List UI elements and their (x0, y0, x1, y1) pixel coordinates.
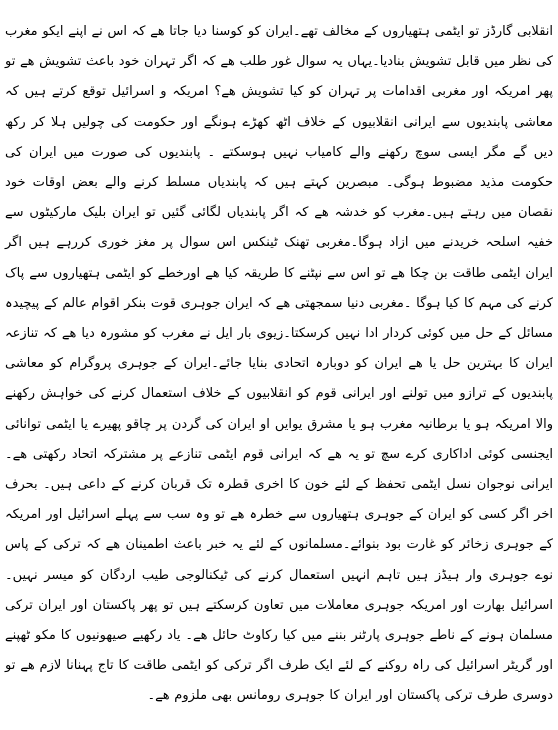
article-body-text: انقلابی گارڈز تو ایٹمی ہتھیاروں کے مخالف تھے۔ایران کو کوسنا دیا جاتا ھے کہ اس نے اپنے ایکو مغرب کی نظر میں قابل تشویش بنادیا۔یہاں یہ سوال غور طلب ھے کہ اگر تہران خود باعث تشویش ھے تو پھر امریکہ اور مغربی اقدامات پر تہران کو کیا تشویش ھے؟ امریکہ و اسرائیل توقع کرتے ہیں کہ معاشی پابندیوں سے ایرانی انقلابیوں کے خلاف اٹھ کھڑے ہونگے اور حکومت کی چولیں ہلا کر رکھ دیں گے مگر ایسی سوچ رکھنے والے کامیاب نہیں ہوسکتے ۔ پابندیوں کی صورت میں ایران کی حکومت مذید مضبوط ہوگی۔ مبصرین کہتے ہیں کہ پابندیاں مسلط کرنے والے بعض اوقات خود نقصان میں رہتے ہیں۔مغرب کو خدشہ ھے کہ اگر پابندیاں لگائی گئیں تو ایران بلیک مارکیٹوں سے خفیہ اسلحہ خریدنے میں ازاد ہوگا۔مغربی تھنک ٹینکس اس سوال پر مغز خوری کررہے ہیں اگر ایران ایٹمی طاقت بن چکا ھے تو اس سے نپٹنے کا طریقہ کیا ھے اورخطے کو ایٹمی ہتھیاروں سے پاک کرنے کی مہم کا کیا ہوگا ۔مغربی دنیا سمجھتی ھے کہ ایران جوہری قوت بنکر اقوام عالم کے پیچیدہ مسائل کے حل میں کوئی کردار ادا نہیں کرسکتا۔زیوی بار ایل نے مغرب کو مشورہ دیا ھے کہ تنازعہ ایران کا بہترین حل یا ھے ایران کو دوبارہ اتحادی بنایا جائے۔ایران کے جوہری پروگرام کو معاشی پابندیوں کے ترازو میں تولنے اور ایرانی قوم کو انقلابیوں کے خلاف استعمال کرنے کی خواہش رکھنے والا امریکہ ہو یا برطانیہ مغرب ہو یا مشرق یوایں او ایران کی گردن پر چاقو پھیرے یا ایٹمی توانائی ایجنسی کوئی اداکاری کرے سچ تو یہ ھے کہ ایرانی قوم ایٹمی تنازعے پر مشترکہ اتحاد رکھتی ھے۔ ایرانی نوجوان نسل ایٹمی تحفظ کے لئے خون کا اخری قطرہ تک قربان کرنے کے داعی ہیں۔ بحرف اخر اگر کسی کو ایران کے جوہری ہتھیاروں سے خطرہ ھے تو وہ سب سے پہلے اسرائیل اور امریکہ کے جوہری زخائر کو غارت بود بنوائے۔مسلمانوں کے لئے یہ خبر باعث اطمینان ھے کہ ترکی کے پاس نوے جوہری وار ہیڈز ہیں تاہم انہیں استعمال کرنے کی ٹیکنالوجی طیب اردگان کو میسر نہیں۔اسرائیل بھارت اور امریکہ جوہری معاملات میں تعاون کرسکتے ہیں تو پھر پاکستان اور ایران ترکی مسلمان ہونے کے ناطے جوہری پارٹنر بننے میں کیا رکاوٹ حائل ھے۔ یاد رکھیے صیھونیوں کا مکو ٹھپنے اور گریٹر اسرائیل کی راہ روکنے کے لئے ایک طرف اگر ترکی کو ایٹمی طاقت کا تاج پہنانا لازم ھے تو دوسری طرف ترکی پاکستان اور ایران کا جوہری رومانس بھی ملزوم ھے۔ (5, 24, 553, 704)
